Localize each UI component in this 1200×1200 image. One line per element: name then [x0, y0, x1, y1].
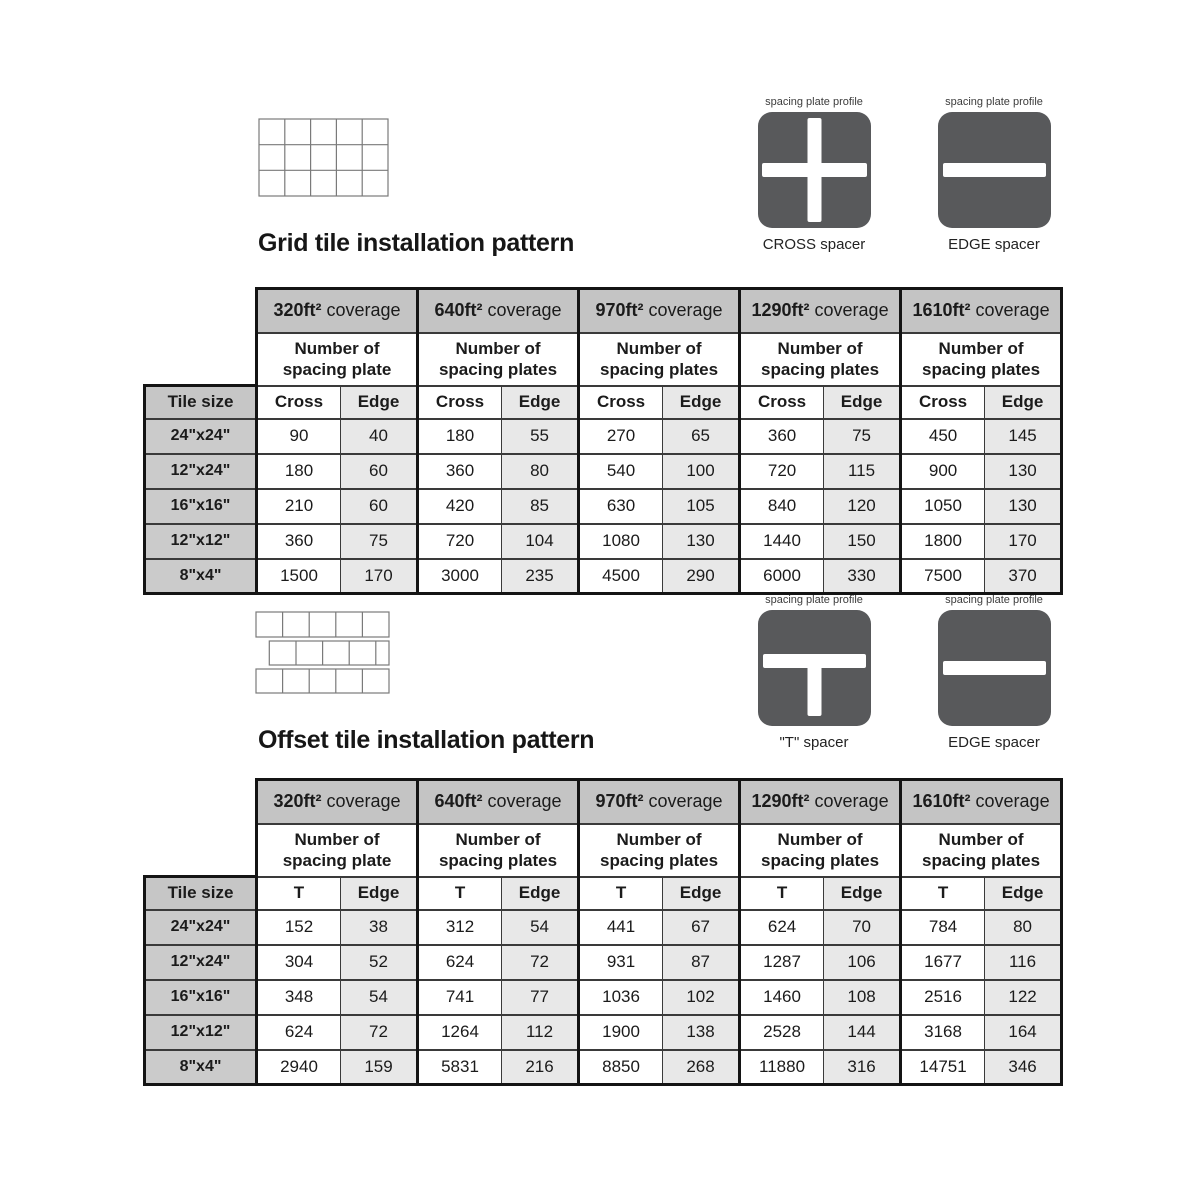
spacer-type-header-cell: Cross: [901, 386, 985, 419]
plate-count-cell: 216: [502, 1050, 579, 1085]
spacer-type-header-cell: T: [740, 877, 824, 910]
spacer-type-header-cell: Cross: [740, 386, 824, 419]
plate-count-cell: 270: [579, 419, 663, 454]
edge-spacer-figure: [924, 594, 1064, 751]
coverage-header-cell: 320ft² coverage: [257, 780, 418, 824]
edge-spacer-icon: [937, 111, 1052, 229]
plate-count-cell: 268: [663, 1050, 740, 1085]
spacer-type-header-row: [145, 877, 1062, 910]
table-row: [145, 419, 1062, 454]
coverage-header-row: [145, 289, 1062, 333]
spacer-type-header-cell: Edge: [341, 877, 418, 910]
spacer-type-header-cell: Edge: [824, 877, 901, 910]
plate-count-cell: 112: [502, 1015, 579, 1050]
t-spacer-figure: [744, 594, 884, 751]
plate-count-cell: 152: [257, 910, 341, 945]
plate-count-cell: 420: [418, 489, 502, 524]
plate-count-cell: 77: [502, 980, 579, 1015]
plate-count-cell: 52: [341, 945, 418, 980]
plate-count-cell: 60: [341, 454, 418, 489]
spacing-plate-table: [143, 778, 1063, 1086]
plate-count-cell: 1460: [740, 980, 824, 1015]
spacer-type-header-cell: Edge: [502, 386, 579, 419]
coverage-header-cell: 1290ft² coverage: [740, 780, 901, 824]
plate-count-cell: 75: [824, 419, 901, 454]
plate-count-cell: 130: [985, 454, 1062, 489]
plate-count-header-cell: Number of spacing plates: [901, 333, 1062, 386]
plate-count-cell: 170: [341, 559, 418, 594]
table-row: [145, 1050, 1062, 1085]
spacer-type-header-cell: Edge: [985, 386, 1062, 419]
plate-count-header-cell: Number of spacing plate: [257, 824, 418, 877]
coverage-header-cell: 640ft² coverage: [418, 780, 579, 824]
spacer-type-header-cell: Edge: [824, 386, 901, 419]
coverage-header-cell: 1610ft² coverage: [901, 780, 1062, 824]
plate-count-cell: 105: [663, 489, 740, 524]
plate-count-cell: 60: [341, 489, 418, 524]
cross-spacer-figure: [744, 96, 884, 253]
plate-count-cell: 7500: [901, 559, 985, 594]
offset-section-title: Offset tile installation pattern: [258, 726, 595, 754]
spacer-type-header-cell: Edge: [502, 877, 579, 910]
t-spacer-icon: [757, 609, 872, 727]
plate-count-cell: 72: [341, 1015, 418, 1050]
plate-count-cell: 180: [418, 419, 502, 454]
plate-count-header-cell: Number of spacing plates: [418, 333, 579, 386]
table-row: [145, 454, 1062, 489]
plate-count-cell: 38: [341, 910, 418, 945]
spacer-type-header-cell: T: [257, 877, 341, 910]
plate-count-cell: 67: [663, 910, 740, 945]
spacer-type-header-cell: Edge: [663, 386, 740, 419]
spacer-type-header-cell: Cross: [257, 386, 341, 419]
plate-count-cell: 55: [502, 419, 579, 454]
tile-size-cell: 8"x4": [145, 559, 257, 594]
plate-count-cell: 120: [824, 489, 901, 524]
tile-size-cell: 12"x12": [145, 1015, 257, 1050]
coverage-header-cell: 1290ft² coverage: [740, 289, 901, 333]
plate-count-cell: 720: [418, 524, 502, 559]
plate-count-cell: 441: [579, 910, 663, 945]
tile-size-cell: 24"x24": [145, 910, 257, 945]
plate-count-cell: 104: [502, 524, 579, 559]
plate-count-cell: 87: [663, 945, 740, 980]
plate-count-cell: 130: [985, 489, 1062, 524]
spacer-type-header-cell: T: [901, 877, 985, 910]
plate-count-cell: 65: [663, 419, 740, 454]
tile-size-header-cell: Tile size: [145, 386, 257, 419]
plate-count-cell: 1900: [579, 1015, 663, 1050]
spacer-caption: EDGE spacer: [948, 236, 1040, 253]
plate-count-cell: 1800: [901, 524, 985, 559]
plate-count-cell: 360: [257, 524, 341, 559]
tile-size-header-cell: Tile size: [145, 877, 257, 910]
coverage-header-cell: 640ft² coverage: [418, 289, 579, 333]
plate-count-cell: 624: [257, 1015, 341, 1050]
plate-count-cell: 3168: [901, 1015, 985, 1050]
spacer-caption: EDGE spacer: [948, 734, 1040, 751]
plate-count-cell: 6000: [740, 559, 824, 594]
plate-count-cell: 316: [824, 1050, 901, 1085]
plate-count-cell: 122: [985, 980, 1062, 1015]
plate-count-cell: 115: [824, 454, 901, 489]
grid-table-slot: [143, 287, 1063, 595]
spacer-type-header-cell: Cross: [418, 386, 502, 419]
plate-count-header-cell: Number of spacing plate: [257, 333, 418, 386]
plate-count-cell: 304: [257, 945, 341, 980]
plate-count-cell: 1080: [579, 524, 663, 559]
plate-count-header-cell: Number of spacing plates: [579, 333, 740, 386]
table-corner-blank: [145, 824, 257, 877]
plate-count-cell: 1500: [257, 559, 341, 594]
plate-count-cell: 180: [257, 454, 341, 489]
edge-spacer-icon: [937, 609, 1052, 727]
plate-count-cell: 784: [901, 910, 985, 945]
tile-size-cell: 8"x4": [145, 1050, 257, 1085]
plate-count-cell: 130: [663, 524, 740, 559]
plate-count-cell: 290: [663, 559, 740, 594]
tile-size-cell: 12"x12": [145, 524, 257, 559]
plate-count-cell: 80: [985, 910, 1062, 945]
coverage-header-cell: 970ft² coverage: [579, 780, 740, 824]
plate-count-header-cell: Number of spacing plates: [740, 333, 901, 386]
tile-size-cell: 16"x16": [145, 980, 257, 1015]
plate-count-cell: 2940: [257, 1050, 341, 1085]
table-row: [145, 980, 1062, 1015]
plate-count-cell: 630: [579, 489, 663, 524]
plate-count-cell: 931: [579, 945, 663, 980]
coverage-header-cell: 320ft² coverage: [257, 289, 418, 333]
edge-spacer-figure: [924, 96, 1064, 253]
spacer-type-header-cell: Edge: [341, 386, 418, 419]
plate-count-cell: 235: [502, 559, 579, 594]
plate-count-cell: 90: [257, 419, 341, 454]
spacing-plate-table: [143, 287, 1063, 595]
plate-count-cell: 370: [985, 559, 1062, 594]
coverage-header-row: [145, 780, 1062, 824]
plate-count-cell: 540: [579, 454, 663, 489]
plate-count-cell: 70: [824, 910, 901, 945]
tile-size-cell: 12"x24": [145, 945, 257, 980]
coverage-header-cell: 1610ft² coverage: [901, 289, 1062, 333]
coverage-header-cell: 970ft² coverage: [579, 289, 740, 333]
spacer-type-header-cell: T: [579, 877, 663, 910]
plate-count-header-cell: Number of spacing plates: [740, 824, 901, 877]
plate-count-cell: 106: [824, 945, 901, 980]
spacer-type-header-cell: T: [418, 877, 502, 910]
plate-count-cell: 210: [257, 489, 341, 524]
table-row: [145, 559, 1062, 594]
plate-count-cell: 1050: [901, 489, 985, 524]
spacer-type-header-cell: Edge: [663, 877, 740, 910]
table-row: [145, 945, 1062, 980]
plate-count-cell: 54: [502, 910, 579, 945]
plate-count-cell: 72: [502, 945, 579, 980]
tile-size-cell: 16"x16": [145, 489, 257, 524]
plate-count-cell: 145: [985, 419, 1062, 454]
plate-count-cell: 1440: [740, 524, 824, 559]
plate-count-header-cell: Number of spacing plates: [579, 824, 740, 877]
plate-count-cell: 40: [341, 419, 418, 454]
plate-count-cell: 1264: [418, 1015, 502, 1050]
plate-count-cell: 102: [663, 980, 740, 1015]
plate-count-cell: 14751: [901, 1050, 985, 1085]
grid-pattern-diagram: [258, 118, 389, 197]
plate-count-cell: 312: [418, 910, 502, 945]
spacer-caption: CROSS spacer: [762, 236, 866, 253]
plate-count-cell: 8850: [579, 1050, 663, 1085]
profile-label: spacing plate profile: [945, 594, 1043, 606]
table-corner-blank: [145, 333, 257, 386]
plate-count-cell: 159: [341, 1050, 418, 1085]
plate-count-cell: 108: [824, 980, 901, 1015]
plate-count-cell: 840: [740, 489, 824, 524]
table-row: [145, 910, 1062, 945]
spacer-type-header-row: [145, 386, 1062, 419]
tile-size-cell: 12"x24": [145, 454, 257, 489]
plate-count-cell: 624: [418, 945, 502, 980]
plate-count-cell: 144: [824, 1015, 901, 1050]
plate-count-cell: 150: [824, 524, 901, 559]
plate-count-cell: 330: [824, 559, 901, 594]
plate-count-cell: 5831: [418, 1050, 502, 1085]
plate-count-cell: 1677: [901, 945, 985, 980]
table-row: [145, 1015, 1062, 1050]
plate-count-cell: 11880: [740, 1050, 824, 1085]
plate-count-cell: 170: [985, 524, 1062, 559]
plate-count-cell: 900: [901, 454, 985, 489]
plate-count-cell: 3000: [418, 559, 502, 594]
plate-count-header-cell: Number of spacing plates: [901, 824, 1062, 877]
plate-count-cell: 360: [740, 419, 824, 454]
plate-count-cell: 54: [341, 980, 418, 1015]
cross-spacer-icon: [757, 111, 872, 229]
table-corner-blank: [145, 780, 257, 824]
profile-label: spacing plate profile: [945, 96, 1043, 108]
spacer-caption: "T" spacer: [779, 734, 849, 751]
table-corner-blank: [145, 289, 257, 333]
plate-count-cell: 85: [502, 489, 579, 524]
plate-count-cell: 2528: [740, 1015, 824, 1050]
plate-count-cell: 80: [502, 454, 579, 489]
plate-count-header-row: [145, 333, 1062, 386]
plate-count-cell: 450: [901, 419, 985, 454]
plate-count-cell: 2516: [901, 980, 985, 1015]
table-row: [145, 524, 1062, 559]
plate-count-cell: 346: [985, 1050, 1062, 1085]
profile-label: spacing plate profile: [765, 594, 863, 606]
plate-count-cell: 4500: [579, 559, 663, 594]
plate-count-cell: 164: [985, 1015, 1062, 1050]
plate-count-cell: 100: [663, 454, 740, 489]
table-row: [145, 489, 1062, 524]
profile-label: spacing plate profile: [765, 96, 863, 108]
plate-count-cell: 138: [663, 1015, 740, 1050]
spacer-type-header-cell: Edge: [985, 877, 1062, 910]
offset-table-slot: [143, 778, 1063, 1086]
plate-count-cell: 624: [740, 910, 824, 945]
plate-count-cell: 741: [418, 980, 502, 1015]
grid-section-title: Grid tile installation pattern: [258, 229, 575, 257]
plate-count-cell: 1036: [579, 980, 663, 1015]
offset-pattern-diagram: [255, 611, 390, 694]
plate-count-cell: 720: [740, 454, 824, 489]
plate-count-cell: 348: [257, 980, 341, 1015]
spacer-type-header-cell: Cross: [579, 386, 663, 419]
plate-count-cell: 116: [985, 945, 1062, 980]
plate-count-cell: 75: [341, 524, 418, 559]
plate-count-cell: 360: [418, 454, 502, 489]
plate-count-header-row: [145, 824, 1062, 877]
plate-count-header-cell: Number of spacing plates: [418, 824, 579, 877]
plate-count-cell: 1287: [740, 945, 824, 980]
tile-size-cell: 24"x24": [145, 419, 257, 454]
